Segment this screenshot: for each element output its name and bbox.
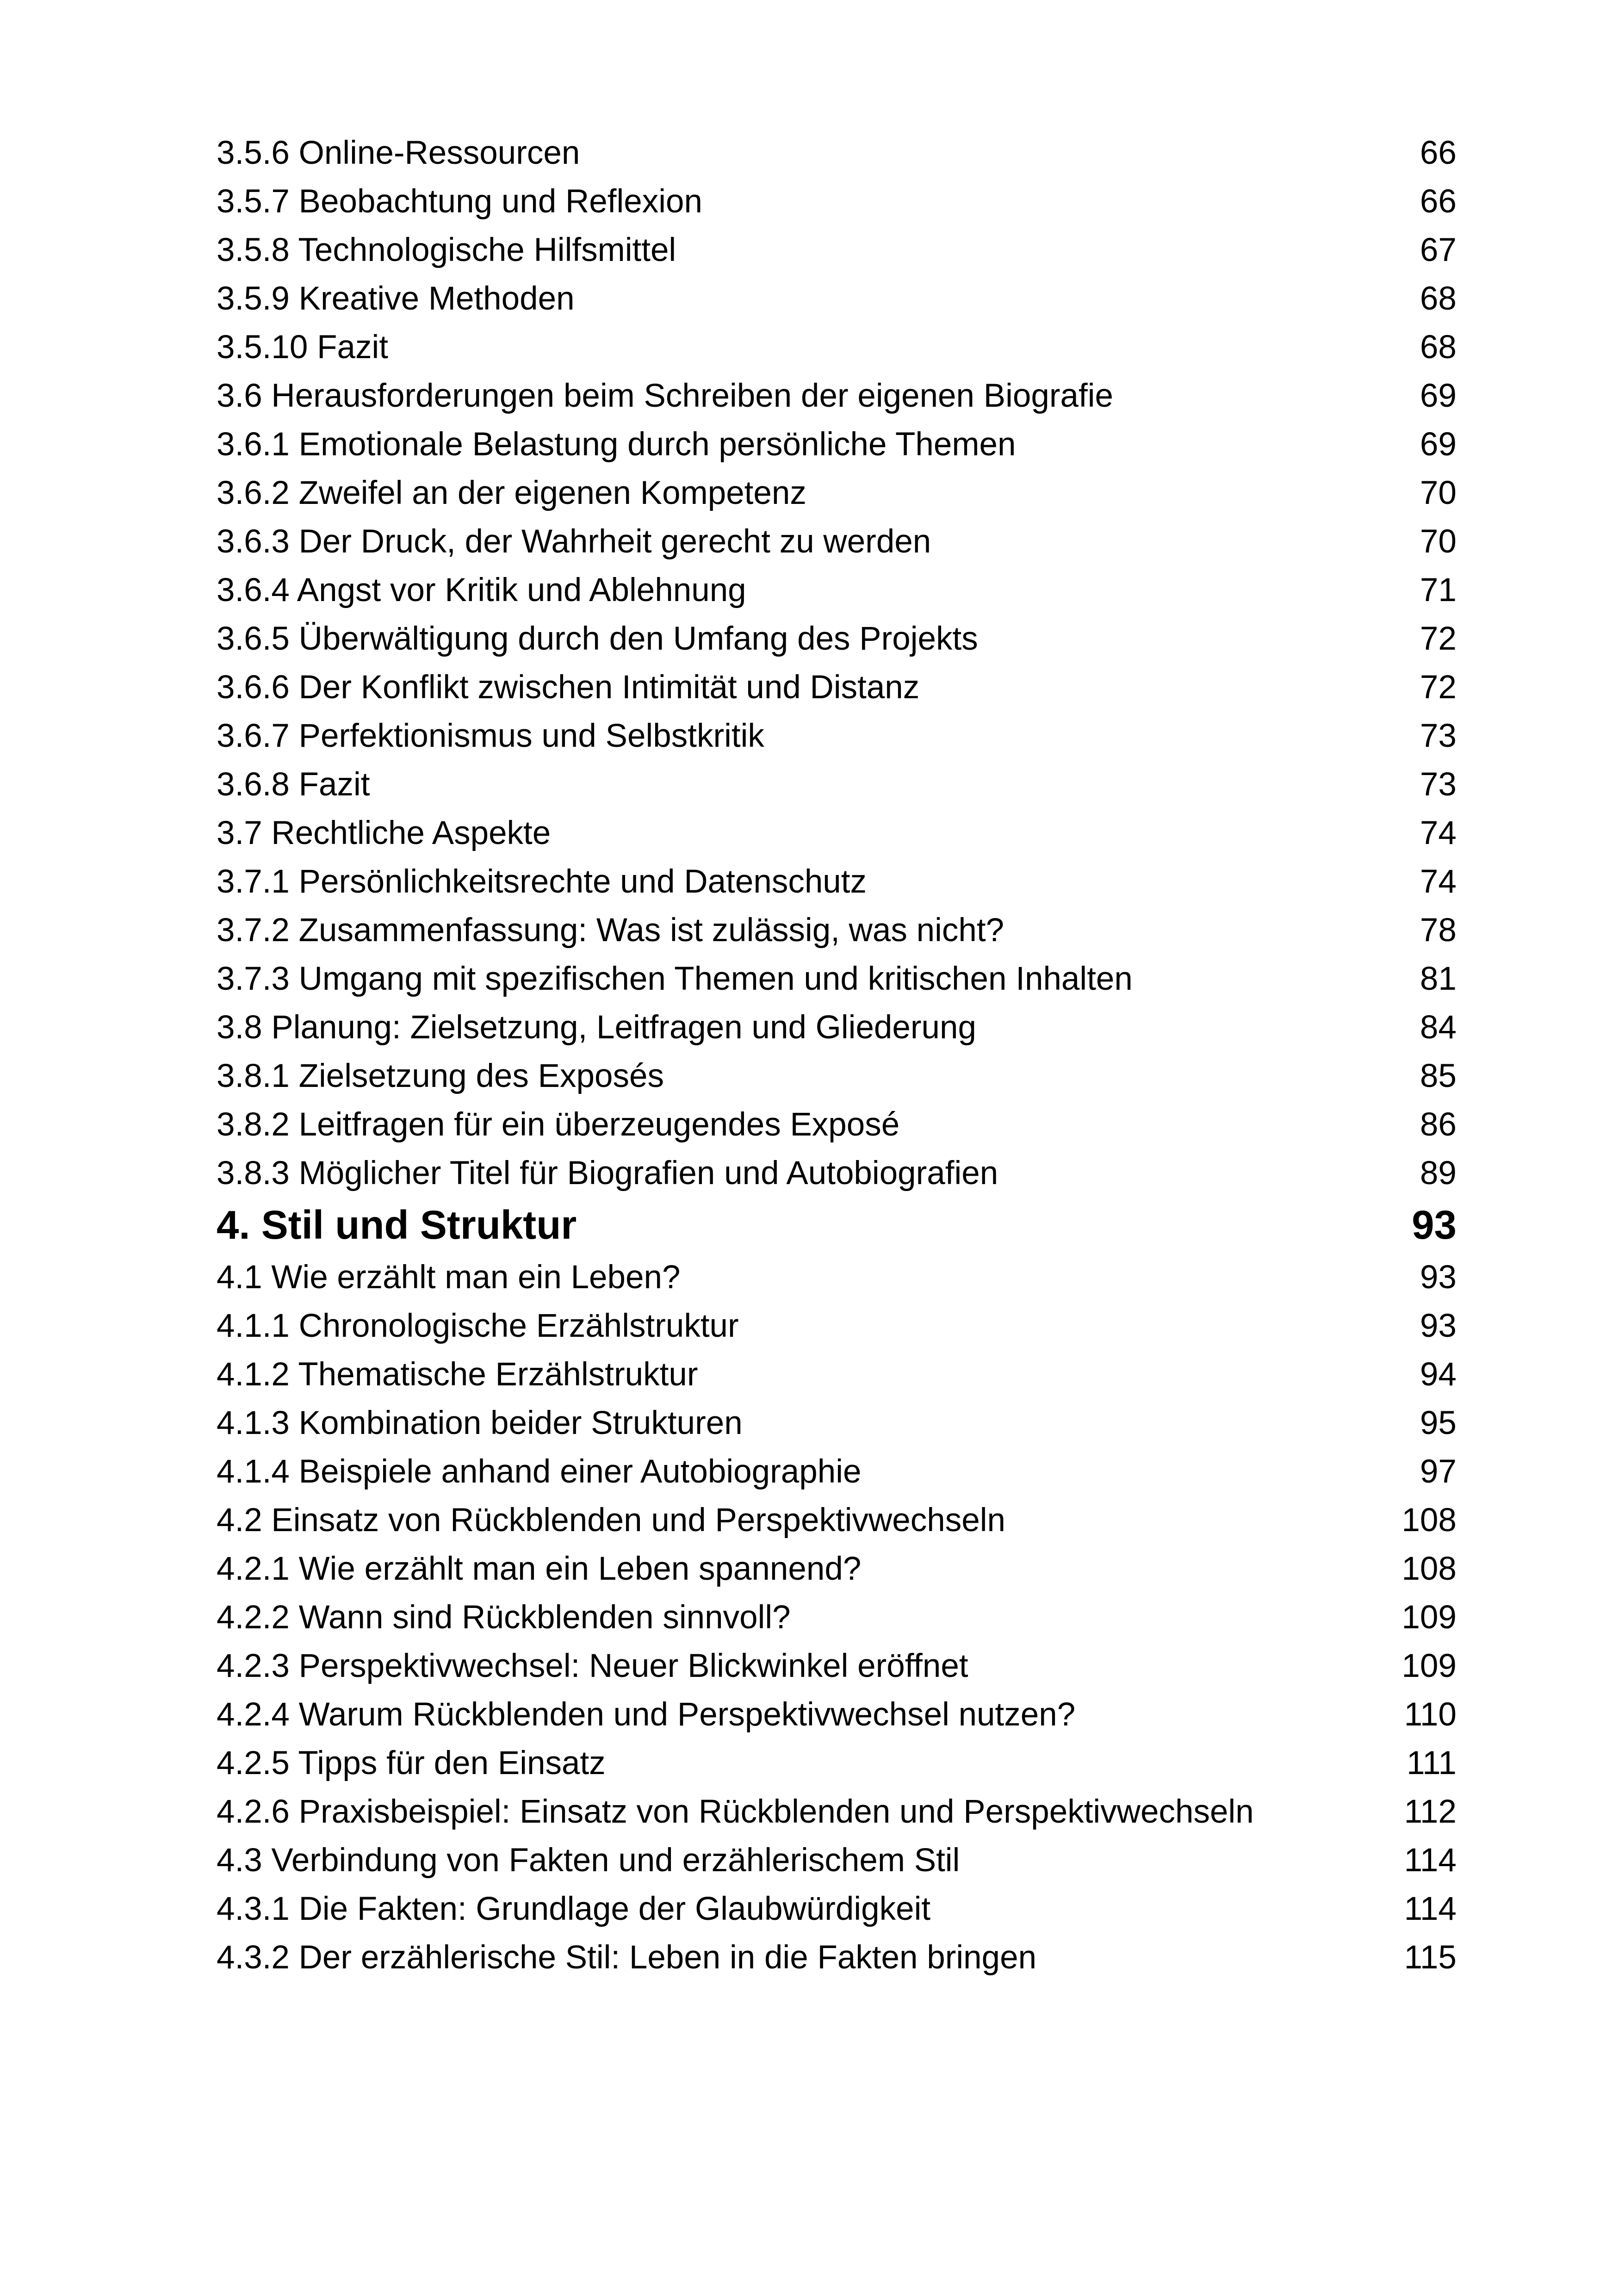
toc-entry[interactable]	[217, 1447, 1457, 1496]
toc-entry[interactable]	[217, 129, 1457, 177]
toc-entry-page: 112	[1404, 1793, 1457, 1830]
toc-entry-page: 67	[1420, 232, 1457, 268]
toc-entry-title: 3.6.1 Emotionale Belastung durch persönliche Themen	[217, 426, 1016, 463]
toc-entry-title: 3.6.2 Zweifel an der eigenen Kompetenz	[217, 475, 806, 511]
toc-entry[interactable]	[217, 372, 1457, 420]
toc-entry[interactable]	[217, 1399, 1457, 1447]
toc-entry-page: 108	[1401, 1551, 1457, 1587]
toc-entry-page: 109	[1401, 1648, 1457, 1684]
toc-entry-page: 93	[1420, 1259, 1457, 1296]
toc-entry[interactable]	[217, 712, 1457, 760]
toc-chapter-page: 93	[1412, 1203, 1457, 1247]
toc-entry-page: 93	[1420, 1308, 1457, 1344]
toc-entry[interactable]	[217, 1787, 1457, 1836]
toc-entry-title: 4.1.4 Beispiele anhand einer Autobiographie	[217, 1453, 862, 1490]
toc-entry-title: 3.8.1 Zielsetzung des Exposés	[217, 1058, 664, 1094]
toc-entry-page: 74	[1420, 815, 1457, 851]
toc-entry-page: 81	[1420, 961, 1457, 997]
toc-entry[interactable]	[217, 1933, 1457, 1982]
toc-entry[interactable]	[217, 517, 1457, 566]
toc-entry-page: 73	[1420, 718, 1457, 754]
toc-entry-title: 3.5.8 Technologische Hilfsmittel	[217, 232, 676, 268]
toc-entry[interactable]	[217, 663, 1457, 712]
toc-entry-page: 97	[1420, 1453, 1457, 1490]
toc-entry-page: 73	[1420, 766, 1457, 803]
toc-entry-title: 4.1.3 Kombination beider Strukturen	[217, 1405, 743, 1441]
toc-entry-page: 66	[1420, 183, 1457, 220]
toc-entry-title: 4.2.1 Wie erzählt man ein Leben spannend?	[217, 1551, 862, 1587]
toc-entry[interactable]	[217, 1350, 1457, 1399]
toc-entry-title: 4.2.4 Warum Rückblenden und Perspektivwechsel nutzen?	[217, 1696, 1076, 1733]
toc-entry[interactable]	[217, 1885, 1457, 1933]
toc-entry-title: 3.8.2 Leitfragen für ein überzeugendes Exposé	[217, 1106, 900, 1143]
toc-entry-title: 4.2 Einsatz von Rückblenden und Perspektivwechseln	[217, 1502, 1006, 1539]
toc-entry-page: 74	[1420, 863, 1457, 900]
toc-entry[interactable]	[217, 274, 1457, 323]
toc-entry[interactable]	[217, 1302, 1457, 1350]
toc-entry-page: 111	[1407, 1745, 1457, 1781]
toc-entry-page: 109	[1401, 1599, 1457, 1636]
toc-entry-title: 4.3.1 Die Fakten: Grundlage der Glaubwürdigkeit	[217, 1891, 931, 1927]
toc-entry[interactable]	[217, 323, 1457, 372]
toc-entry[interactable]	[217, 1003, 1457, 1052]
table-of-contents	[217, 129, 1457, 1982]
toc-entry[interactable]	[217, 857, 1457, 906]
toc-entry[interactable]	[217, 1593, 1457, 1642]
toc-entry[interactable]	[217, 177, 1457, 226]
toc-entry-title: 4.3 Verbindung von Fakten und erzählerischem Stil	[217, 1842, 960, 1879]
toc-entry-page: 70	[1420, 523, 1457, 560]
toc-entry-page: 85	[1420, 1058, 1457, 1094]
toc-entry[interactable]	[217, 1100, 1457, 1149]
toc-entry[interactable]	[217, 1253, 1457, 1302]
toc-entry[interactable]	[217, 1496, 1457, 1545]
toc-entry-title: 3.5.9 Kreative Methoden	[217, 280, 575, 317]
toc-entry-title: 4.2.2 Wann sind Rückblenden sinnvoll?	[217, 1599, 791, 1636]
toc-entry-title: 3.6.7 Perfektionismus und Selbstkritik	[217, 718, 764, 754]
toc-entry-title: 3.8.3 Möglicher Titel für Biografien und Autobiografien	[217, 1155, 998, 1191]
toc-entry-page: 114	[1404, 1891, 1457, 1927]
toc-entry[interactable]	[217, 809, 1457, 857]
toc-entry[interactable]	[217, 420, 1457, 469]
toc-entry[interactable]	[217, 906, 1457, 955]
toc-chapter-title: 4. Stil und Struktur	[217, 1203, 577, 1247]
toc-entry-page: 69	[1420, 378, 1457, 414]
toc-entry[interactable]	[217, 1690, 1457, 1739]
toc-entry-title: 4.2.3 Perspektivwechsel: Neuer Blickwinkel eröffnet	[217, 1648, 968, 1684]
toc-entry-title: 4.3.2 Der erzählerische Stil: Leben in die Fakten bringen	[217, 1939, 1037, 1976]
toc-entry[interactable]	[217, 955, 1457, 1003]
toc-entry-page: 71	[1420, 572, 1457, 608]
toc-entry-title: 3.5.10 Fazit	[217, 329, 388, 366]
toc-entry-title: 4.1.2 Thematische Erzählstruktur	[217, 1356, 698, 1393]
toc-entry-page: 95	[1420, 1405, 1457, 1441]
toc-entry-page: 68	[1420, 280, 1457, 317]
toc-entry[interactable]	[217, 469, 1457, 517]
toc-entry-title: 3.6.8 Fazit	[217, 766, 370, 803]
toc-entry-title: 3.6.6 Der Konflikt zwischen Intimität und Distanz	[217, 669, 920, 706]
toc-entry[interactable]	[217, 226, 1457, 274]
toc-entry[interactable]	[217, 760, 1457, 809]
toc-chapter-heading[interactable]	[217, 1198, 1457, 1253]
toc-entry[interactable]	[217, 1545, 1457, 1593]
toc-entry-page: 114	[1404, 1842, 1457, 1879]
toc-entry-title: 3.6 Herausforderungen beim Schreiben der eigenen Biografie	[217, 378, 1113, 414]
toc-entry-title: 4.1 Wie erzählt man ein Leben?	[217, 1259, 681, 1296]
toc-entry-page: 115	[1404, 1939, 1457, 1976]
toc-entry[interactable]	[217, 1836, 1457, 1885]
toc-entry[interactable]	[217, 1149, 1457, 1198]
toc-entry-title: 3.7.1 Persönlichkeitsrechte und Datenschutz	[217, 863, 867, 900]
toc-entry-page: 70	[1420, 475, 1457, 511]
toc-entry-page: 94	[1420, 1356, 1457, 1393]
toc-entry-page: 72	[1420, 669, 1457, 706]
toc-entry[interactable]	[217, 1052, 1457, 1100]
toc-entry-title: 3.6.5 Überwältigung durch den Umfang des Projekts	[217, 621, 978, 657]
toc-entry-title: 4.2.5 Tipps für den Einsatz	[217, 1745, 606, 1781]
toc-entry-page: 68	[1420, 329, 1457, 366]
toc-entry-title: 3.5.7 Beobachtung und Reflexion	[217, 183, 703, 220]
toc-entry-page: 108	[1401, 1502, 1457, 1539]
toc-entry-page: 72	[1420, 621, 1457, 657]
toc-entry-title: 3.6.4 Angst vor Kritik und Ablehnung	[217, 572, 746, 608]
toc-entry-title: 3.7 Rechtliche Aspekte	[217, 815, 551, 851]
toc-entry-title: 3.8 Planung: Zielsetzung, Leitfragen und Gliederung	[217, 1009, 977, 1046]
toc-entry-page: 78	[1420, 912, 1457, 949]
toc-entry-page: 110	[1404, 1696, 1457, 1733]
toc-entry-page: 69	[1420, 426, 1457, 463]
toc-entry-page: 89	[1420, 1155, 1457, 1191]
toc-entry-page: 86	[1420, 1106, 1457, 1143]
toc-entry-title: 4.2.6 Praxisbeispiel: Einsatz von Rückblenden und Perspektivwechseln	[217, 1793, 1254, 1830]
toc-entry-title: 3.7.3 Umgang mit spezifischen Themen und kritischen Inhalten	[217, 961, 1133, 997]
toc-entry-title: 3.5.6 Online-Ressourcen	[217, 135, 580, 171]
toc-entry-page: 66	[1420, 135, 1457, 171]
toc-entry[interactable]	[217, 1739, 1457, 1787]
toc-entry[interactable]	[217, 614, 1457, 663]
toc-entry[interactable]	[217, 1642, 1457, 1690]
toc-entry-title: 3.6.3 Der Druck, der Wahrheit gerecht zu werden	[217, 523, 931, 560]
toc-entry-title: 3.7.2 Zusammenfassung: Was ist zulässig, was nicht?	[217, 912, 1004, 949]
toc-entry[interactable]	[217, 566, 1457, 614]
toc-entry-page: 84	[1420, 1009, 1457, 1046]
toc-entry-title: 4.1.1 Chronologische Erzählstruktur	[217, 1308, 739, 1344]
